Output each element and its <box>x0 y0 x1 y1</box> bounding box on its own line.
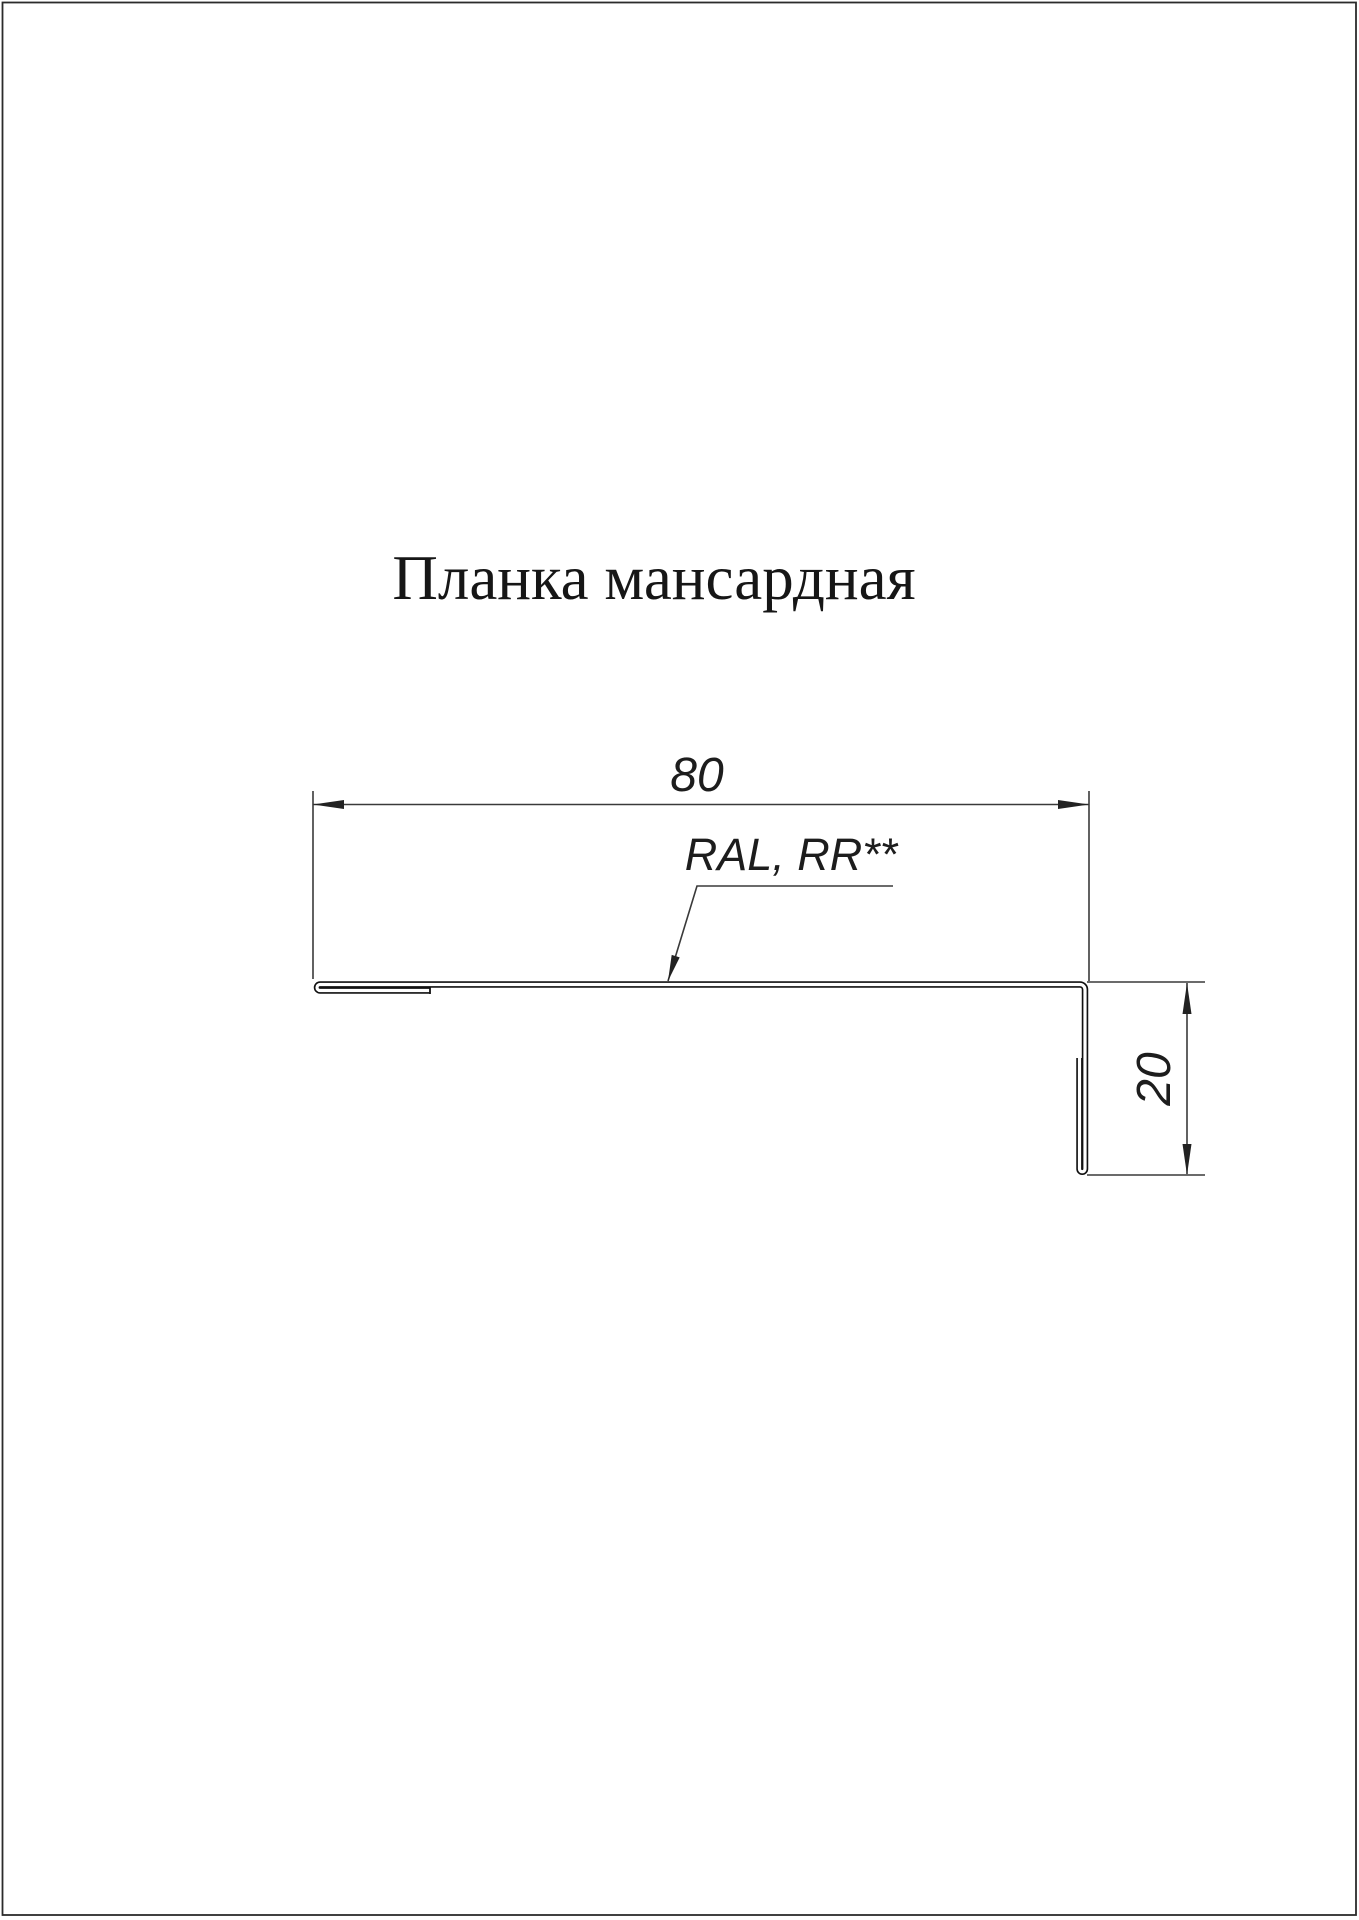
arrowhead-down-icon <box>1183 1144 1192 1175</box>
material-label: RAL, RR** <box>684 829 898 880</box>
dimension-height-label: 20 <box>1128 1052 1181 1106</box>
arrowhead-left-icon <box>313 800 344 809</box>
arrowhead-right-icon <box>1058 800 1089 809</box>
profile-core <box>317 985 1085 1172</box>
leader-line <box>668 886 893 981</box>
page-border <box>3 3 1357 1916</box>
material-leader <box>668 829 899 981</box>
dimension-height <box>1087 982 1205 1175</box>
drawing-title: Планка мансардная <box>392 543 916 613</box>
leader-arrowhead-icon <box>668 955 680 981</box>
profile-section <box>317 985 1085 1172</box>
arrowhead-up-icon <box>1183 983 1192 1014</box>
profile-outline <box>317 985 1085 1172</box>
dimension-width-label: 80 <box>670 749 724 802</box>
